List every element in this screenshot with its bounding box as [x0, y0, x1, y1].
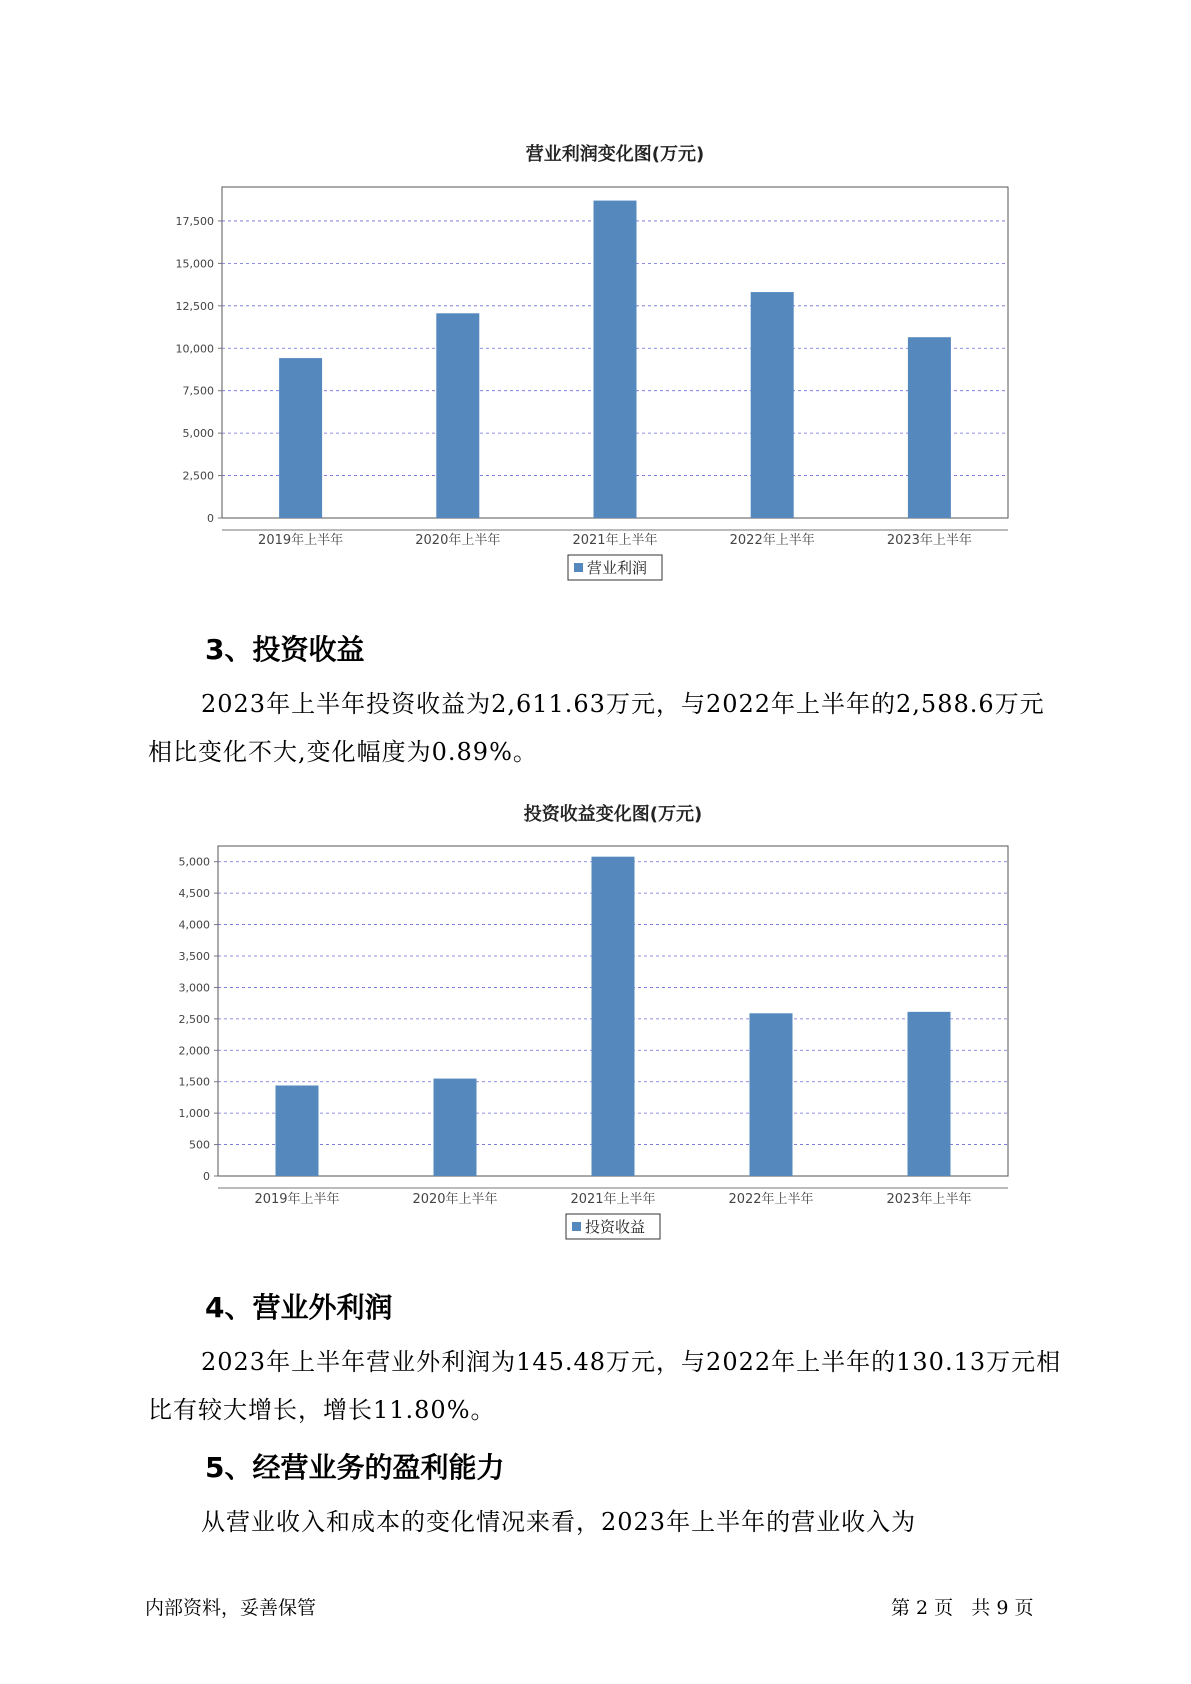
section-3-paragraph: 2023年上半年投资收益为2,611.63万元，与2022年上半年的2,588.6万元相比变化不大,变化幅度为0.89%。	[148, 690, 1045, 766]
y-tick-label: 7,500	[182, 384, 214, 398]
y-tick-label: 2,500	[182, 469, 214, 483]
x-tick-label: 2023年上半年	[886, 533, 972, 548]
x-tick-label: 2020年上半年	[412, 1192, 498, 1207]
bar	[276, 1085, 319, 1176]
x-tick-label: 2022年上半年	[728, 1192, 814, 1207]
chart-title: 投资收益变化图(万元)	[523, 804, 703, 825]
y-tick-label: 3,500	[178, 950, 210, 963]
y-tick-label: 4,000	[178, 918, 210, 932]
y-tick-label: 1,000	[178, 1107, 210, 1121]
y-tick-label: 5,000	[182, 427, 214, 441]
y-tick-label: 500	[189, 1138, 210, 1152]
x-tick-label: 2020年上半年	[415, 533, 501, 548]
x-tick-label: 2021年上半年	[570, 1192, 656, 1207]
y-tick-label: 2,000	[178, 1044, 210, 1058]
y-tick-label: 1,500	[178, 1075, 210, 1089]
y-tick-label: 15,000	[175, 257, 214, 271]
section-4-heading: 4、营业外利润	[205, 1291, 393, 1324]
section-4-paragraph: 2023年上半年营业外利润为145.48万元，与2022年上半年的130.13万元相比有较大增长，增长11.80%。	[148, 1348, 1062, 1424]
y-tick-label: 0	[207, 512, 214, 525]
footer-confidential-note: 内部资料，妥善保管	[145, 1597, 317, 1619]
y-tick-label: 2,500	[178, 1012, 210, 1026]
y-tick-label: 3,000	[178, 981, 210, 995]
x-tick-label: 2023年上半年	[886, 1192, 972, 1207]
x-tick-label: 2019年上半年	[258, 533, 344, 548]
legend-label: 投资收益	[585, 1218, 646, 1236]
y-tick-label: 5,000	[178, 855, 210, 869]
bar	[434, 1079, 477, 1176]
bar	[908, 1012, 951, 1176]
x-tick-label: 2021年上半年	[572, 533, 658, 548]
section-3-heading: 3、投资收益	[205, 633, 365, 666]
section-5-paragraph: 从营业收入和成本的变化情况来看，2023年上半年的营业收入为	[201, 1508, 917, 1536]
y-tick-label: 12,500	[175, 299, 214, 313]
y-tick-label: 10,000	[175, 342, 214, 356]
bar	[592, 857, 635, 1176]
chart-title: 营业利润变化图(万元)	[525, 144, 705, 165]
y-tick-label: 17,500	[175, 214, 214, 228]
y-tick-label: 0	[203, 1170, 210, 1183]
legend-label: 营业利润	[587, 559, 648, 577]
legend-swatch	[572, 1222, 581, 1231]
section-5-heading: 5、经营业务的盈利能力	[205, 1451, 505, 1484]
x-tick-label: 2022年上半年	[729, 533, 815, 548]
bar	[750, 1013, 793, 1176]
footer-page-number: 第 2 页 共 9 页	[891, 1597, 1034, 1619]
x-tick-label: 2019年上半年	[254, 1192, 340, 1207]
y-tick-label: 4,500	[178, 887, 210, 901]
